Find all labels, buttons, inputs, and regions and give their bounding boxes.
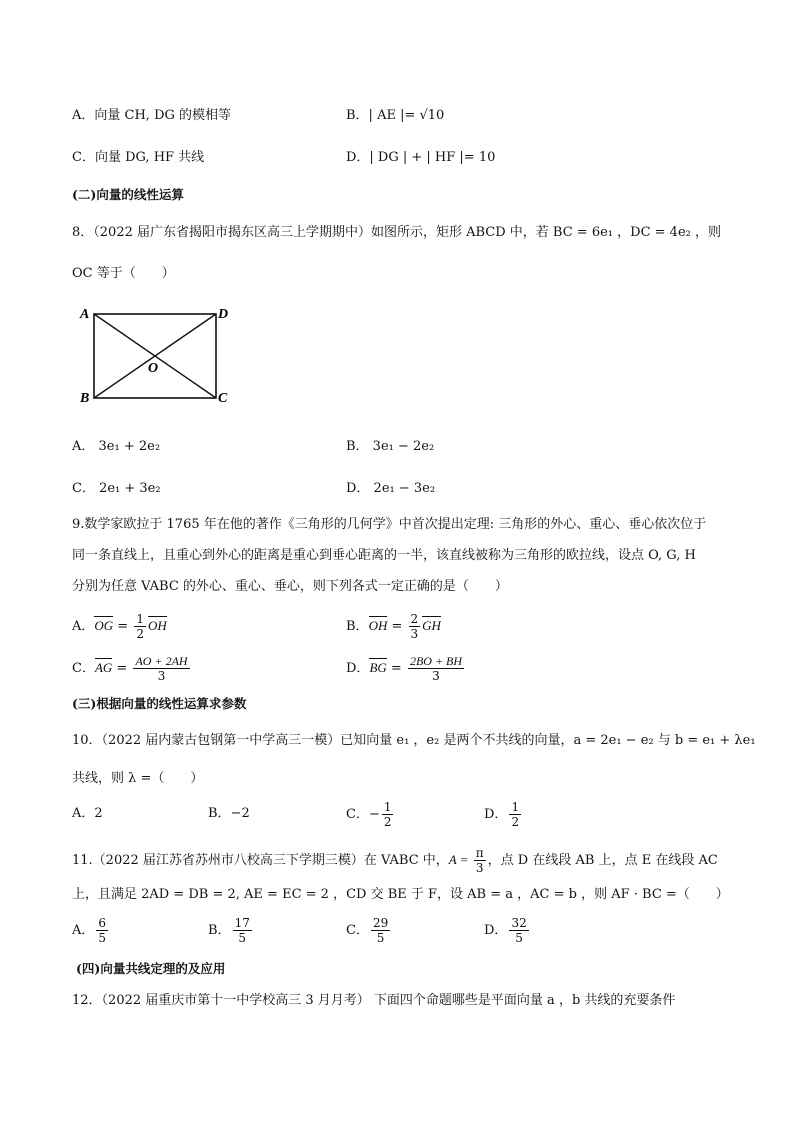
q9-stem-line1: 9.数学家欧拉于 1765 年在他的著作《三角形的几何学》中首次提出定理: 三角形的外心、重心、垂心依次位于 [72,517,707,532]
q10-option-c-den: 2 [383,815,392,829]
q11-option-a-fraction [96,916,108,945]
q10-stem-line1: 10．（2022 届内蒙古包钢第一中学高三一模）已知向量 e₁ ，e₂ 是两个不共线的向量，a = 2e₁ − e₂ 与 b = e₁ + λe₁ [72,733,756,748]
q9-option-c-eq: = [112,661,132,676]
q11-option-c-fraction [371,916,390,945]
q9-option-a-num: 1 [136,612,144,626]
center-label-o: O [148,361,159,376]
q9-option-c-label: C． [72,661,95,676]
vertex-label-c: C [218,391,228,406]
q11-option-d-label: D． [484,923,508,938]
q9-option-a-rhs: OH [147,618,167,633]
q7-option-a: A．向量 CH, DG 的模相等 [72,108,232,123]
q9-option-a [72,612,167,641]
q11-option-a-den: 5 [98,931,107,945]
q9-option-d-num: 2BO + BH [409,654,463,668]
q11-option-d-den: 5 [515,931,523,945]
q9-stem-line3: 分别为任意 VABC 的外心、重心、垂心，则下列各式一定正确的是（ ） [72,579,508,594]
q11-stem-angle: A = [448,852,472,867]
q9-option-b [346,612,441,641]
q11-option-c-num: 29 [372,916,389,930]
q9-option-b-rhs: GH [422,618,441,633]
q11-option-d-fraction [509,916,528,945]
q11-stem-den: 3 [475,861,484,875]
q11-option-b-label: B． [208,923,231,938]
q11-stem-line2: 上，且满足 2AD = DB = 2, AE = EC = 2 ，CD 交 BE 于 F，设 AB = a ，AC = b ，则 AF · BC =（ ） [72,887,729,902]
q11-option-b-den: 5 [238,931,247,945]
q10-option-d-den: 2 [511,815,520,829]
q10-option-b: B．−2 [208,806,250,821]
q10-option-c-fraction [382,800,394,829]
vertex-label-b: B [80,391,90,406]
q10-stem-line2: 共线，则 λ =（ ） [72,771,204,786]
vertex-label-a: A [80,307,90,322]
q9-option-b-label: B． [346,619,369,634]
q9-option-c-lhs: AG [94,660,113,675]
q9-option-a-fraction [134,612,146,641]
q8-option-c: C． 2e₁ + 3e₂ [72,481,161,496]
q10-option-d [484,800,523,829]
q9-option-b-den: 3 [410,627,419,641]
q11-option-c [346,916,392,945]
q9-option-b-eq: = [387,619,407,634]
q10-option-a: A．2 [72,806,103,821]
q8-option-a: A． 3e₁ + 2e₂ [72,439,161,454]
section-heading-2: (二)向量的线性运算 [72,187,184,202]
q11-option-c-den: 5 [376,931,385,945]
q11-option-b-fraction [233,916,252,945]
q9-option-a-label: A． [72,619,95,634]
q9-option-b-lhs: OH [368,618,388,633]
q9-option-c-fraction [133,654,189,683]
q9-option-a-eq: = [113,619,133,634]
q9-option-d-eq: = [386,661,406,676]
q9-stem-line2: 同一条直线上，且重心到外心的距离是重心到垂心距离的一半，该直线被称为三角形的欧拉线，设点 O, G, H [72,548,696,563]
q11-option-a-num: 6 [98,916,107,930]
q9-option-a-den: 2 [136,627,144,641]
q11-stem-part2: ，点 D 在线段 AB 上，点 E 在线段 AC [487,853,718,868]
q9-option-c [72,654,192,683]
q11-stem-line1 [72,846,718,875]
section-heading-3: (三)根据向量的线性运算求参数 [72,696,247,711]
q11-option-b [208,916,254,945]
q10-option-d-label: D． [484,807,508,822]
q8-option-d: D． 2e₁ − 3e₂ [346,481,436,496]
q11-option-c-label: C． [346,923,369,938]
q10-option-d-num: 1 [511,800,520,814]
q9-option-d [346,654,466,683]
q9-option-c-den: 3 [157,669,166,683]
q11-option-a [72,916,110,945]
rectangle-figure [76,302,236,412]
q8-stem-line1: 8．（2022 届广东省揭阳市揭东区高三上学期期中）如图所示，矩形 ABCD 中，若 BC = 6e₁ ，DC = 4e₂ ，则 [72,225,721,240]
vertex-label-d: D [218,307,229,322]
q9-option-d-den: 3 [432,669,440,683]
q10-option-c-label: C．− [346,807,380,822]
q9-option-a-lhs: OG [94,618,114,633]
q10-option-d-fraction [509,800,521,829]
q8-option-b: B． 3e₁ − 2e₂ [346,439,435,454]
q8-stem-line2: OC 等于（ ） [72,266,175,281]
q9-option-c-num: AO + 2AH [135,654,188,668]
q11-stem-num: π [475,846,484,860]
q9-option-b-fraction [409,612,421,641]
q7-option-b: B．| AE |= √10 [346,108,445,123]
q11-option-b-num: 17 [234,916,250,930]
q10-option-c-num: 1 [383,800,392,814]
q11-stem-fraction [474,846,486,875]
q12-stem-line1: 12．（2022 届重庆市第十一中学校高三 3 月月考） 下面四个命题哪些是平面向量 a ，b 共线的充要条件 [72,993,676,1008]
q9-option-d-lhs: BG [369,660,387,675]
q11-stem-part1: 11.（2022 届江苏省苏州市八校高三下学期三模）在 VABC 中， [72,853,449,868]
q11-option-d-num: 32 [511,916,527,930]
q9-option-b-num: 2 [410,612,419,626]
q7-option-c: C．向量 DG, HF 共线 [72,150,205,165]
section-heading-4: (四)向量共线定理的及应用 [76,961,226,976]
q9-option-d-label: D． [346,661,370,676]
q7-option-d: D．| DG | + | HF |= 10 [346,150,496,165]
q9-option-d-fraction [408,654,464,683]
q11-option-a-label: A． [72,923,95,938]
q10-option-c [346,800,395,829]
q11-option-d [484,916,531,945]
